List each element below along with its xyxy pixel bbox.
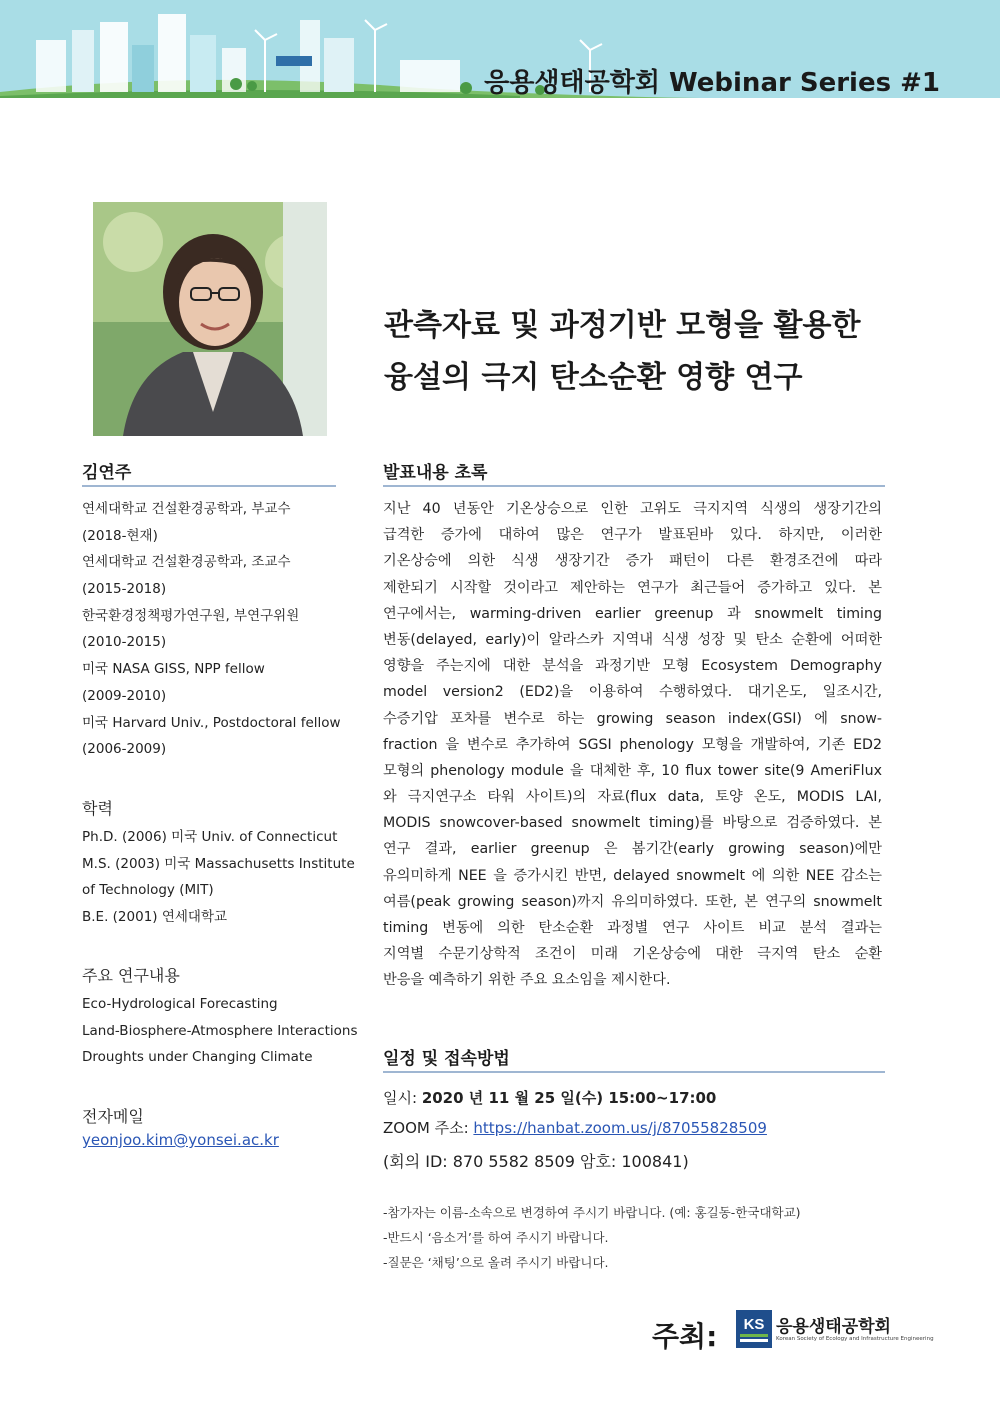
note-line: -참가자는 이름-소속으로 변경하여 주시기 바랍니다. (예: 홍길동-한국대학교) [383, 1205, 801, 1220]
speaker-photo [93, 202, 327, 436]
abstract-line: 연구 결과, earlier greenup 은 봄기간(early growing season)에만 [383, 841, 882, 858]
abstract-line: 지난 40 년동안 기온상승으로 인한 고위도 극지지역 식생의 생장기간의 [383, 501, 882, 517]
notes-list [383, 1200, 801, 1275]
abstract-line: 기온상승에 의한 식생 생장기간 증가 패턴이 다른 환경조건에 따라 [383, 553, 882, 570]
research-list [82, 991, 357, 1071]
abstract-line: 급격한 증가에 대하여 많은 연구가 발표된바 있다. 하지만, 이러한 [383, 527, 882, 544]
position-line: 연세대학교 건설환경공학과, 조교수 [82, 554, 291, 571]
abstract-line: 지역별 수문기상학적 조건이 미래 기온상승에 대한 극지역 탄소 순환 [383, 946, 882, 963]
society-name-en: Korean Society of Ecology and Infrastructure Engineering [776, 1336, 934, 1342]
society-logo-mark [736, 1310, 772, 1348]
talk-title-line-1: 관측자료 및 과정기반 모형을 활용한 [384, 308, 861, 343]
schedule-heading: 일정 및 접속방법 [383, 1049, 510, 1069]
speaker-positions [82, 496, 341, 763]
abstract-line: 와 극지연구소 타워 사이트)의 자료(flux data, 토양 온도, MODIS LAI, [383, 789, 882, 806]
abstract-line: timing 변동에 의한 탄소순환 과정별 연구 사이트 비교 분석 결과는 [383, 920, 882, 936]
abstract-line: 수증기압 포차를 변수로 하는 growing season index(GSI) 에 snow- [383, 710, 882, 727]
position-line: (2009-2010) [82, 687, 167, 704]
society-name: 응용생태공학회 [776, 1317, 891, 1337]
abstract-line: 모형의 phenology module 을 대체한 후, 10 flux tower site(9 AmeriFlux [383, 762, 882, 779]
position-line: 미국 Harvard Univ., Postdoctoral fellow [82, 714, 341, 731]
header-banner [0, 0, 1000, 98]
host-label: 주최: [652, 1320, 718, 1353]
education-line: Ph.D. (2006) 미국 Univ. of Connecticut [82, 829, 338, 845]
abstract-line: model version2 (ED2)을 이용하여 수행하였다. 대기온도, 일조시간, [383, 684, 882, 701]
abstract-line: 변동(delayed, early)이 알라스카 지역내 식생 성장 및 탄소 순환에 어떠한 [383, 631, 882, 648]
abstract-line: 여름(peak growing season)까지 유의미하였다. 또한, 본 연구의 snowmelt [383, 893, 882, 910]
education-heading: 학력 [82, 799, 113, 818]
note-line: -질문은 ‘채팅’으로 올려 주시기 바랍니다. [383, 1255, 609, 1270]
abstract-line: 연구에서는, warming-driven earlier greenup 과 snowmelt timing [383, 605, 882, 622]
position-line: (2006-2009) [82, 741, 167, 758]
abstract-line: MODIS snowcover-based snowmelt timing)를 바탕으로 검증하였다. 본 [383, 815, 882, 832]
position-line: (2010-2015) [82, 634, 167, 651]
note-line: -반드시 ‘음소거’를 하여 주시기 바랍니다. [383, 1230, 609, 1245]
research-heading: 주요 연구내용 [82, 966, 180, 985]
education-line: M.S. (2003) 미국 Massachusetts Institute [82, 855, 355, 872]
abstract-divider [383, 485, 885, 487]
abstract-line: 유의미하게 NEE 을 증가시킨 반면, delayed snowmelt 에 의한 NEE 감소는 [383, 867, 882, 884]
abstract-line: 제한되기 시작할 것이라고 제안하는 연구가 최근들어 증가하고 있다. 본 [383, 579, 882, 596]
position-line: (2015-2018) [82, 581, 167, 598]
education-list [82, 824, 355, 931]
meeting-info: (회의 ID: 870 5582 8509 암호: 100841) [383, 1152, 689, 1171]
speaker-name: 김연주 [82, 463, 132, 483]
date-value: 2020 년 11 월 25 일(수) 15:00~17:00 [421, 1089, 717, 1107]
abstract-line: 영향을 주는지에 대한 분석을 과정기반 모형 Ecosystem Demography [383, 658, 882, 675]
abstract-line: fraction 을 변수로 추가하여 SGSI phenology 모형을 개발하여, 기존 ED2 [383, 736, 882, 753]
schedule-date [383, 1087, 716, 1108]
position-line: (2018-현재) [82, 527, 158, 544]
society-logo [736, 1310, 934, 1350]
research-line: Droughts under Changing Climate [82, 1049, 313, 1066]
talk-title-line-2: 융설의 극지 탄소순환 영향 연구 [384, 360, 803, 395]
schedule-zoom [383, 1117, 767, 1138]
email-link[interactable]: yeonjoo.kim@yonsei.ac.kr [82, 1131, 279, 1149]
speaker-divider [82, 485, 336, 487]
email-heading: 전자메일 [82, 1107, 144, 1126]
position-line: 연세대학교 건설환경공학과, 부교수 [82, 501, 291, 517]
abstract-line: 반응을 예측하기 위한 주요 요소임을 제시한다. [383, 972, 671, 989]
research-line: Land-Biosphere-Atmosphere Interactions [82, 1022, 358, 1039]
education-line: B.E. (2001) 연세대학교 [82, 909, 228, 926]
abstract-body [383, 496, 882, 994]
education-line: of Technology (MIT) [82, 882, 214, 899]
position-line: 한국환경정책평가연구원, 부연구위원 [82, 607, 300, 624]
abstract-heading: 발표내용 초록 [383, 463, 488, 483]
research-line: Eco-Hydrological Forecasting [82, 996, 278, 1012]
series-title: 응용생태공학회 Webinar Series #1 [484, 68, 940, 98]
date-label: 일시: [383, 1089, 422, 1107]
position-line: 미국 NASA GISS, NPP fellow [82, 661, 265, 678]
schedule-divider [383, 1071, 885, 1073]
logo-initials: KS [743, 1316, 765, 1333]
zoom-label: ZOOM 주소: [383, 1119, 474, 1137]
talk-title [384, 300, 964, 404]
zoom-link[interactable]: https://hanbat.zoom.us/j/87055828509 [473, 1119, 767, 1137]
